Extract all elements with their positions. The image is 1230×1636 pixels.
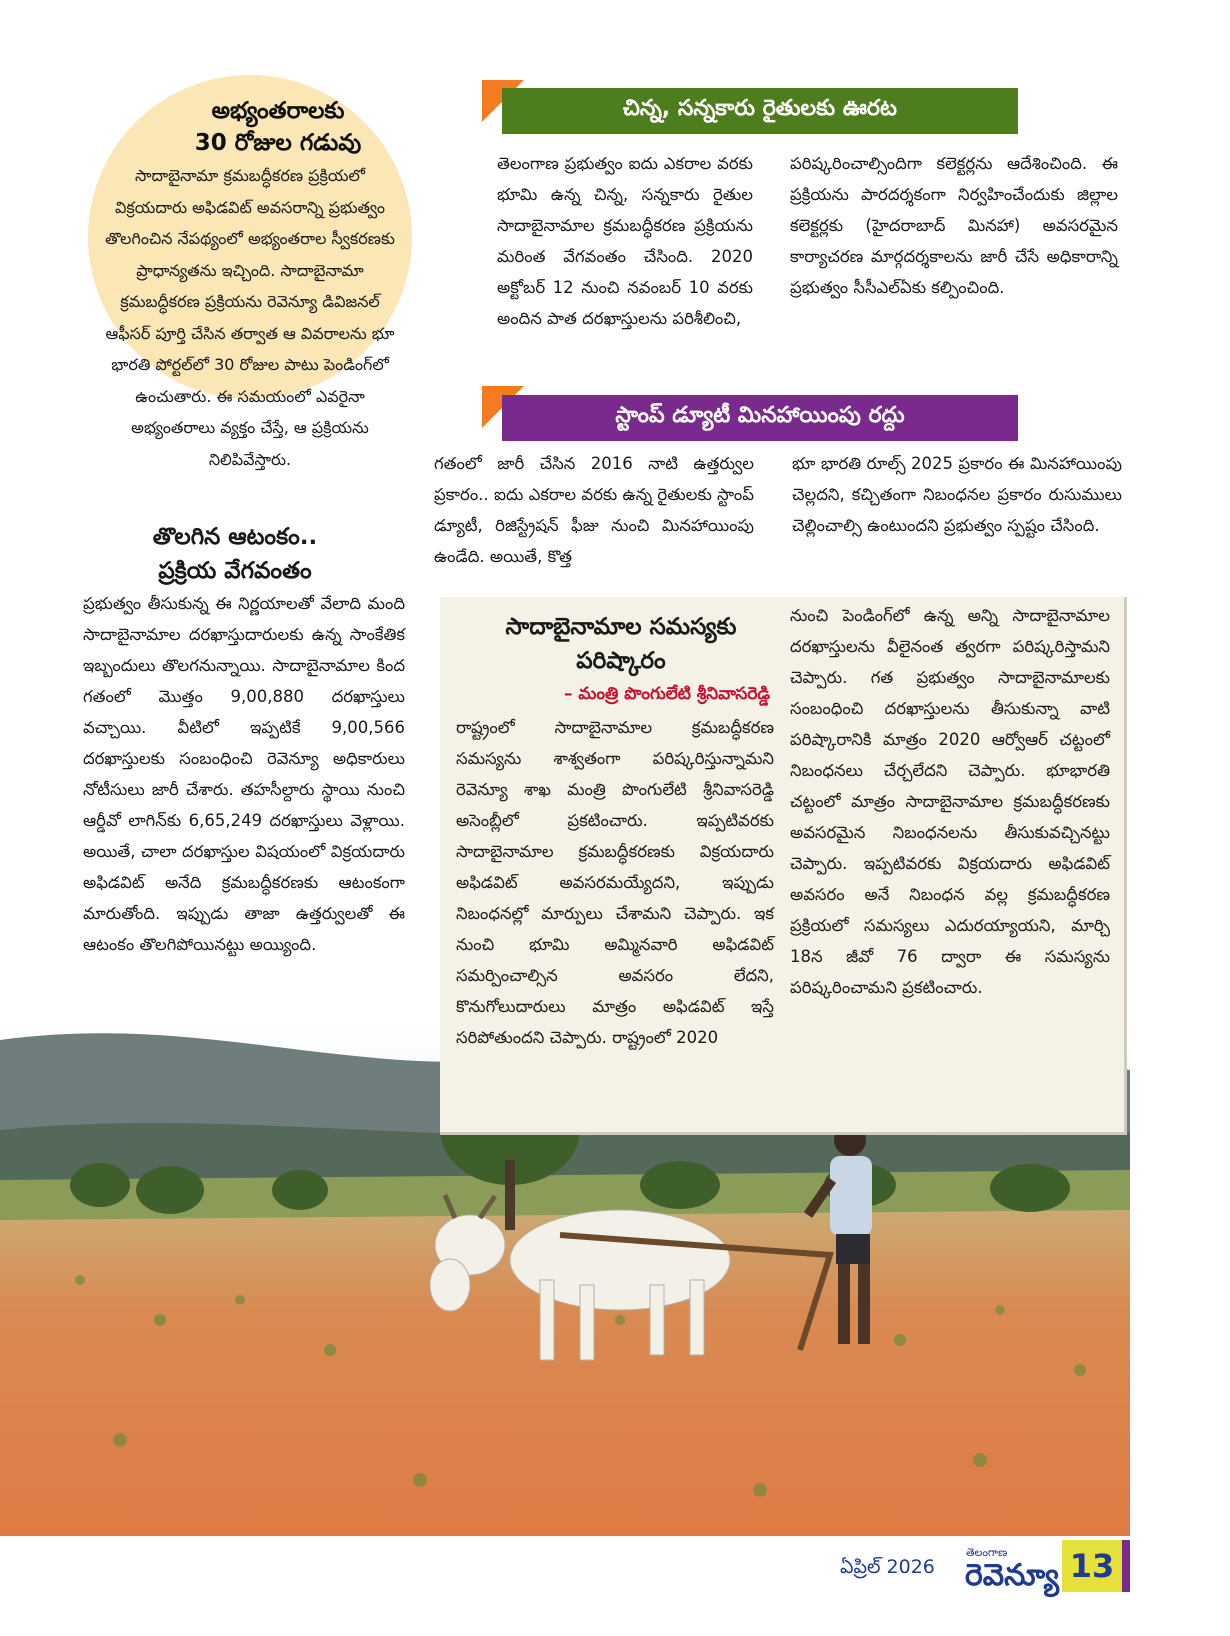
quote-title-line2: పరిష్కారం [576,648,666,674]
issue-date: ఏప్రిల్ 2026 [840,1556,935,1578]
section2-column-2: భూ భారతి రూల్స్ 2025 ప్రకారం ఈ మినహాయింపు చెల్లదని, కచ్చితంగా నిబంధనల ప్రకారం రుసుములు చెల్లించాల్సి ఉంటుందని ప్రభుత్వం స్పష్టం చేసింది. [792,454,1122,535]
section2-column-1: గతంలో జారీ చేసిన 2016 నాటి ఉత్తర్వుల ప్రకారం.. ఐదు ఎకరాల వరకు ఉన్న రైతులకు స్టాంప్ డ్యూటీ, రిజిస్ట్రేషన్ ఫీజు నుంచి మినహాయింపు ఉండేది. అయితే, కొత్త [434,454,754,566]
circle-title [150,95,406,159]
brand-state-label: తెలంగాణ [966,1546,1008,1559]
quote-title-line1: సాదాబైనామాల సమస్యకు [505,614,737,640]
brand-logo-text: రెవెన్యూ [965,1558,1059,1593]
quote-column-1: రాష్ట్రంలో సాదాబైనామాల క్రమబద్ధీకరణ సమస్యను శాశ్వతంగా పరిష్కరిస్తున్నామని రెవెన్యూ శాఖ మంత్రి పొంగులేటి శ్రీనివాసరెడ్డి అసెంబ్లీలో ప్రకటించారు. ఇప్పటివరకు సాదాబైనామాల క్రమబద్ధీకరణకు విక్రయదారు అఫిడవిట్ అవసరమయ్యేదని, ఇప్పుడు నిబంధనల్లో మార్పులు చేశామని చెప్పారు. ఇక నుంచి భూమి అమ్మినవారి అఫిడవిట్ సమర్పించాల్సిన అవసరం లేదని, కొనుగోలుదారులు మాత్రం అఫిడవిట్ ఇస్తే సరిపోతుందని చెప్పారు. రాష్ట్రంలో 2020 [456,718,774,1047]
circle-title-line2: 30 రోజుల గడువు [194,130,362,156]
page-number: 13 [1062,1540,1122,1592]
quote-title [456,610,786,678]
circle-body-text: సాదాబైనామా క్రమబద్ధీకరణ ప్రక్రియలో విక్రయదారు అఫిడవిట్ అవసరాన్ని ప్రభుత్వం తొలగించిన నేపథ్యంలో అభ్యంతరాల స్వీకరణకు ప్రాధాన్యతను ఇచ్చింది. సాదాబైనామా క్రమబద్ధీకరణ ప్రక్రియను రెవెన్యూ డివిజనల్ ఆఫీసర్ పూర్తి చేసిన తర్వాత ఆ వివరాలను భూ భారతి పోర్టల్‌లో 30 రోజుల పాటు పెండింగ్‌లో ఉంచుతారు. ఈ సమయంలో ఎవరైనా అభ్యంతరాలు వ్యక్తం చేస్తే, ఆ ప్రక్రియను నిలిపివేస్తారు. [105,166,395,469]
quote-column-2: నుంచి పెండింగ్‌లో ఉన్న అన్ని సాదాబైనామాల దరఖాస్తులను వీలైనంత త్వరగా పరిష్కరిస్తామని చెప్పారు. గత ప్రభుత్వం సాదాబైనామాలకు సంబంధించి దరఖాస్తులను తీసుకున్నా వాటి పరిష్కారానికి మాత్రం 2020 ఆర్వోఆర్ చట్టంలో నిబంధనలు చేర్చలేదని చెప్పారు. భూభారతి చట్టంలో మాత్రం సాదాబైనామాల క్రమబద్ధీకరణకు అవసరమైన నిబంధనలను తీసుకువచ్చినట్టు చెప్పారు. ఇప్పటివరకు విక్రయదారు అఫిడవిట్ అవసరం అనే నిబంధన వల్ల క్రమబద్ధీకరణ ప్రక్రియలో సమస్యలు ఎదురయ్యాయని, మార్చి 18న జీవో 76 ద్వారా ఈ సమస్యను పరిష్కరించామని ప్రకటించారు. [790,606,1110,997]
section3-title-line1: తొలగిన ఆటంకం.. [152,524,318,550]
quote-author: – మంత్రి పొంగులేటి శ్రీనివాసరెడ్డి [563,684,770,704]
section2-header: స్టాంప్ డ్యూటీ మినహాయింపు రద్దు [502,395,1018,441]
page-edge-strip [1122,1540,1130,1592]
section1-column-2: పరిష్కరించాల్సిందిగా కలెక్టర్లను ఆదేశించింది. ఈ ప్రక్రియను పారదర్శకంగా నిర్వహించేందుకు జిల్లాల కలెక్టర్లకు (హైదరాబాద్ మినహా) అవసరమైన కార్యాచరణ మార్గదర్శకాలను జారీ చేసే అధికారాన్ని ప్రభుత్వం సీసీఎల్ఏకు కల్పించింది. [790,154,1118,297]
section1-column-1: తెలంగాణ ప్రభుత్వం ఐదు ఎకరాల వరకు భూమి ఉన్న చిన్న, సన్నకారు రైతుల సాదాబైనామాల క్రమబద్ధీకరణ ప్రక్రియను మరింత వేగవంతం చేసింది. 2020 అక్టోబర్ 12 నుంచి నవంబర్ 10 వరకు అందిన పాత దరఖాస్తులను పరిశీలించి, [497,154,753,328]
section3-body-text: ప్రభుత్వం తీసుకున్న ఈ నిర్ణయాలతో వేలాది మంది సాదాబైనామాల దరఖాస్తుదారులకు ఉన్న సాంకేతిక ఇబ్బందులు తొలగనున్నాయి. సాదాబైనామాల కింద గతంలో మొత్తం 9,00,880 దరఖాస్తులు వచ్చాయి. వీటిలో ఇప్పటికే 9,00,566 దరఖాస్తులకు సంబంధించి రెవెన్యూ అధికారులు నోటీసులు జారీ చేశారు. తహసీల్దారు స్థాయి నుంచి ఆర్డీవో లాగిన్‌కు 6,65,249 దరఖాస్తులు వెళ్లాయి. అయితే, చాలా దరఖాస్తుల విషయంలో విక్రయదారు అఫిడవిట్ అనేది క్రమబద్ధీకరణకు ఆటంకంగా మారుతోంది. ఇప్పుడు తాజా ఉత్తర్వులతో ఈ ఆటంకం తొలగిపోయినట్టు అయ్యింది. [83,594,405,954]
section3-title-line2: ప్రక్రియ వేగవంతం [158,558,312,584]
section3-title [70,520,400,588]
section1-header: చిన్న, సన్నకారు రైతులకు ఊరట [502,88,1018,134]
circle-title-line1: అభ్యంతరాలకు [211,98,345,124]
